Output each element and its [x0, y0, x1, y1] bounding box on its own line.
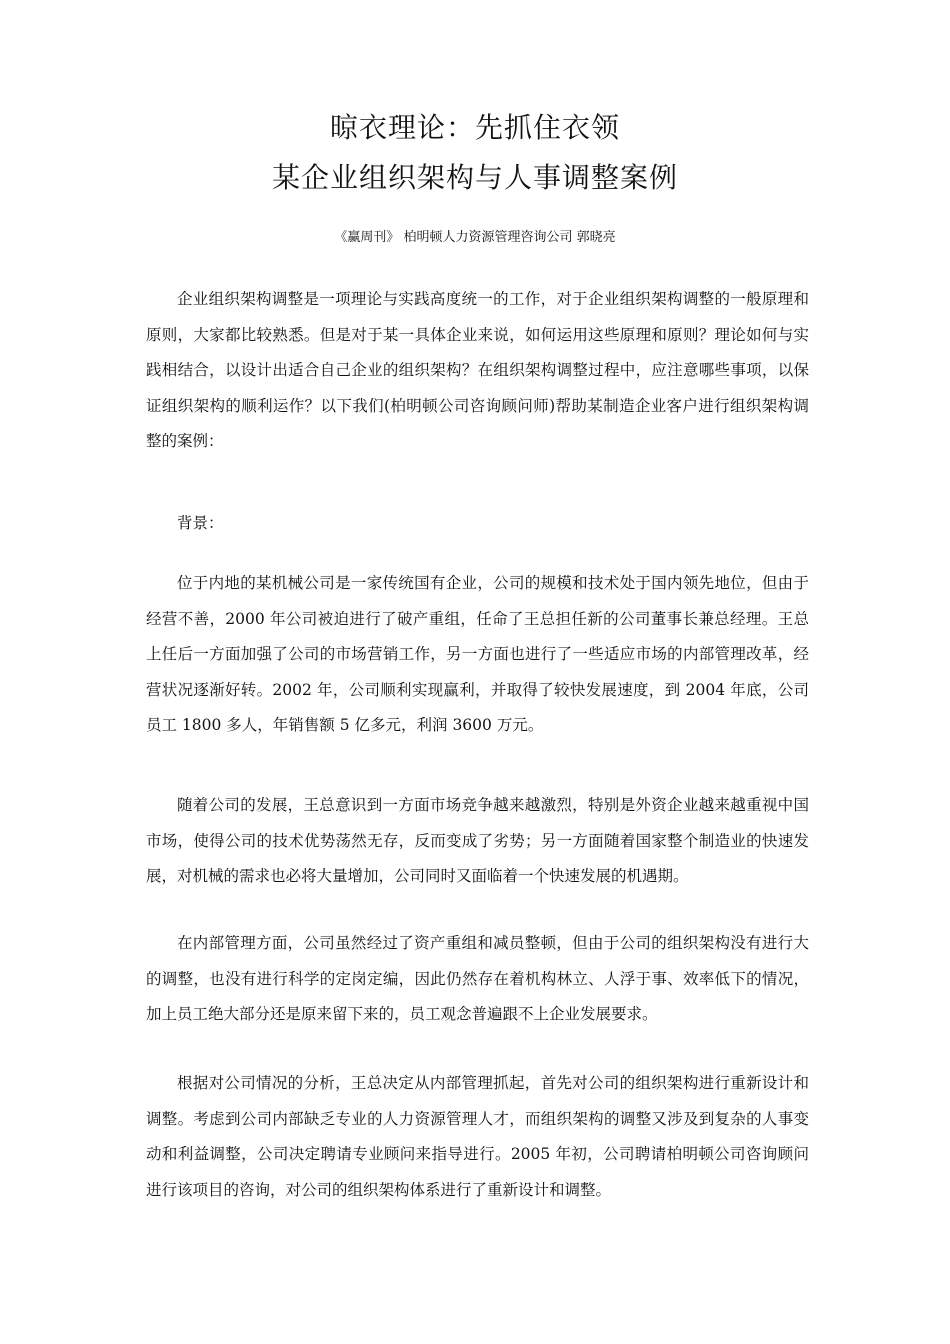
background-paragraph-market: 随着公司的发展，王总意识到一方面市场竞争越来越激烈，特别是外资企业越来越重视中国市场，使得公司的技术优势荡然无存，反而变成了劣势；另一方面随着国家整个制造业的快速发展，对机械的需求也必将大量增加，公司同时又面临着一个快速发展的机遇期。: [146, 796, 809, 885]
document-title-line-1: 晾衣理论：先抓住衣领: [329, 111, 620, 144]
background-heading: 背景：: [177, 514, 224, 532]
background-paragraph-decision: 根据对公司情况的分析，王总决定从内部管理抓起，首先对公司的组织架构进行重新设计和调整。考虑到公司内部缺乏专业的人力资源管理人才，而组织架构的调整又涉及到复杂的人事变动和利益调整，公司决定聘请专业顾问来指导进行。2005 年初，公司聘请柏明顿公司咨询顾问进行该项目的咨询，对公司的组织架构体系进行了重新设计和调整。: [146, 1074, 809, 1199]
document-title-line-2: 某企业组织架构与人事调整案例: [271, 161, 678, 194]
document-byline: 《赢周刊》 柏明顿人力资源管理咨询公司 郭晓亮: [334, 230, 616, 245]
background-paragraph-management: 在内部管理方面，公司虽然经过了资产重组和减员整顿，但由于公司的组织架构没有进行大的调整，也没有进行科学的定岗定编，因此仍然存在着机构林立、人浮于事、效率低下的情况，加上员工绝大部分还是原来留下来的，员工观念普遍跟不上企业发展要求。: [146, 934, 809, 1023]
intro-paragraph: 企业组织架构调整是一项理论与实践高度统一的工作，对于企业组织架构调整的一般原理和原则，大家都比较熟悉。但是对于某一具体企业来说，如何运用这些原理和原则？理论如何与实践相结合，以设计出适合自己企业的组织架构？在组织架构调整过程中，应注意哪些事项，以保证组织架构的顺利运作？以下我们(柏明顿公司咨询顾问师)帮助某制造企业客户进行组织架构调整的案例：: [146, 290, 809, 450]
background-paragraph-company: 位于内地的某机械公司是一家传统国有企业，公司的规模和技术处于国内领先地位，但由于经营不善，2000 年公司被迫进行了破产重组，任命了王总担任新的公司董事长兼总经理。王总上任后一方面加强了公司的市场营销工作，另一方面也进行了一些适应市场的内部管理改革，经营状况逐渐好转。2002 年，公司顺利实现赢利，并取得了较快发展速度，到 2004 年底，公司员工 1800 多人，年销售额 5 亿多元，利润 3600 万元。: [146, 574, 809, 734]
